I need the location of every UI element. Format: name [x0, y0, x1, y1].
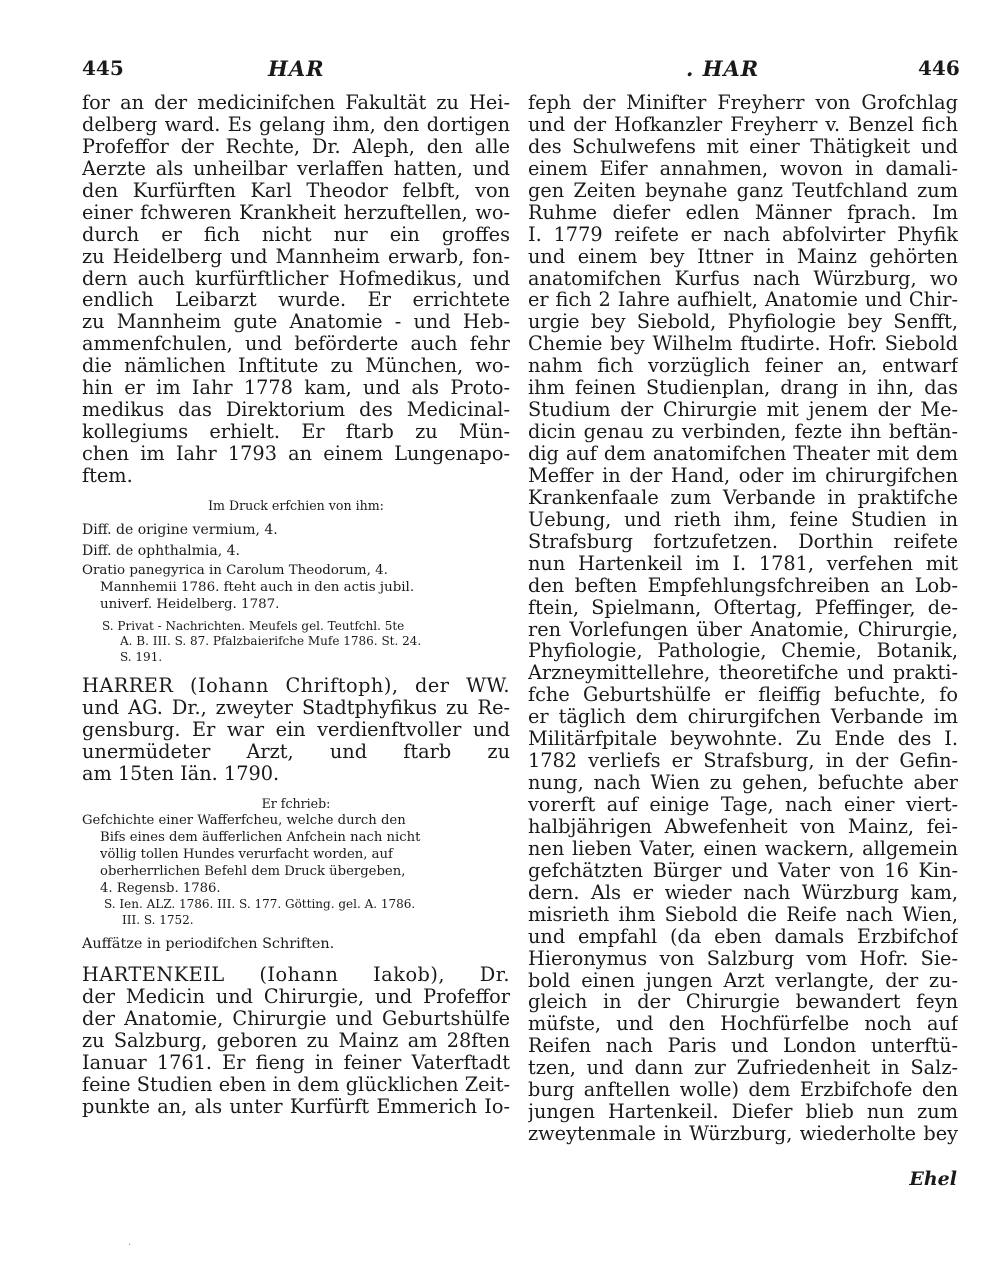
text-line: den Kurfürften Karl Theodor felbft, von — [82, 179, 510, 202]
text-line: durch er fich nicht nur ein groffes — [82, 223, 510, 246]
text-line: der Anatomie, Chirurgie und Geburtshülfe — [82, 1007, 510, 1030]
text-line: Arzneymittellehre, theoretifche und prakti- — [528, 662, 958, 685]
works-list — [82, 520, 510, 562]
catchword: Ehel — [909, 1168, 957, 1190]
text-line: des Schulwefens mit einer Thätigkeit und — [528, 135, 958, 158]
text-line: nung, nach Wien zu gehen, befuchte aber — [528, 772, 958, 794]
text-line: die nämlichen Inftitute zu München, wo- — [82, 355, 510, 378]
text-line: burg anftellen wolle) dem Erzbifchofe den — [528, 1079, 958, 1102]
text-line: er täglich dem chirurgifchen Verbande im — [528, 706, 958, 729]
work-line: Bifs eines dem äufferlichen Anfchein nach nicht — [100, 830, 421, 846]
entry-hartenkeil — [82, 964, 510, 1118]
text-line: zu Salzburg, geboren zu Mainz am 28ften — [82, 1029, 510, 1052]
left-page-number: 445 — [82, 56, 124, 80]
text-line: HARRER (Iohann Chriftoph), der WW. — [82, 675, 510, 698]
work-item: Auffätze in periodifchen Schriften. — [82, 936, 335, 953]
work-line: 4. Regensb. 1786. — [100, 881, 221, 897]
text-line: er fich 2 Iahre aufhielt, Anatomie und Chir- — [528, 289, 958, 312]
work-line: univerf. Heidelberg. 1787. — [100, 596, 280, 612]
heading-text: Im Druck erfchien von ihm: — [208, 497, 384, 513]
references-2 — [82, 897, 510, 928]
text-line: urgie bey Siebold, Phyfiologie bey Senfft, — [528, 311, 958, 334]
text-line: gensburg. Er war ein verdienftvoller und — [82, 719, 510, 742]
text-line: müfste, und den Hochfürfelbe noch auf — [528, 1013, 958, 1036]
text-line: zweytenmale in Würzburg, wiederholte bey — [528, 1123, 958, 1145]
text-line: kollegiums erhielt. Er ftarb zu Mün- — [82, 421, 510, 443]
text-line: Phyfiologie, Pathologie, Chemie, Botanik, — [528, 640, 958, 663]
text-line: zu Heidelberg und Mannheim erwarb, fon- — [82, 245, 510, 268]
text-line: gefchätzten Bürger und Vater von 16 Kin- — [528, 859, 958, 882]
left-running-head: HAR — [268, 56, 325, 81]
heading-text: Er fchrieb: — [261, 796, 331, 812]
text-line: am 15ten Iän. 1790. — [82, 763, 280, 786]
text-line: dig auf dem anatomifchen Theater mit dem — [528, 443, 958, 465]
text-line: Profeffor der Rechte, Dr. Aleph, den alle — [82, 135, 510, 158]
work-line: oberherrlichen Befehl dem Druck übergeben, — [100, 864, 406, 880]
text-line: Studium der Chirurgie mit jenem der Me- — [528, 399, 958, 422]
text-line: misrieth ihm Siebold die Reife nach Wien, — [528, 903, 958, 926]
text-line: Uebung, und rieth ihm, feine Studien in — [528, 508, 958, 531]
work-item: Diff. de ophthalmia, 4. — [82, 542, 240, 559]
reference-line: S. Privat - Nachrichten. Meufels gel. Teutfchl. 5te — [102, 618, 405, 633]
text-line: Ruhme diefer edlen Männer fprach. Im — [528, 201, 958, 224]
text-line: dern auch kurfürftlicher Hofmedikus, und — [82, 267, 510, 290]
wrote-heading — [82, 795, 510, 812]
printed-works-heading — [82, 497, 510, 514]
text-line: Militärfpitale beywohnte. Zu Ende des I. — [528, 728, 958, 751]
text-line: und der Hofkanzler Freyherr v. Benzel fich — [528, 113, 958, 136]
text-line: einer fchweren Krankheit herzuftellen, wo- — [82, 201, 510, 224]
references-1 — [82, 619, 510, 666]
text-line: nen lieben Vater, einen wackern, allgemein — [528, 837, 958, 860]
geschichte-entry — [82, 812, 510, 897]
work-line: Gefchichte einer Wafferfcheu, welche durch den — [82, 813, 406, 829]
text-line: fche Geburtshülfe er fleiffig befuchte, fo — [528, 684, 958, 707]
text-line: endlich Leibarzt wurde. Er errichtete — [82, 289, 510, 312]
text-line: for an der medicinifchen Fakultät zu Hei- — [82, 92, 510, 114]
reference-line: S. Ien. ALZ. 1786. III. S. 177. Götting. gel. A. 1786. — [104, 897, 416, 912]
text-line: jungen Hartenkeil. Diefer blieb nun zum — [528, 1101, 958, 1124]
right-page-number: 446 — [918, 56, 960, 80]
work-item: Diff. de origine vermium, 4. — [82, 521, 278, 538]
text-line: Hieronymus von Salzburg vom Hofr. Sie- — [528, 947, 958, 970]
text-line: Aerzte als unheilbar verlaffen hatten, und — [82, 157, 510, 180]
aufsaetze-line — [82, 934, 510, 954]
text-line: ihm feinen Studienplan, drang in ihn, das — [528, 377, 958, 400]
text-line: anatomifchen Kurfus nach Würzburg, wo — [528, 267, 958, 290]
text-line: 1782 verliefs er Strafsburg, in der Gefin- — [528, 750, 958, 773]
text-line: vorerft auf einige Tage, nach einer viert- — [528, 794, 958, 816]
text-line: tzen, und dann zur Zufriedenheit in Salz- — [528, 1057, 958, 1080]
right-column — [528, 92, 958, 1145]
text-line: gleich in der Chirurgie bewandert feyn — [528, 991, 958, 1014]
text-line: einem Eifer annahmen, wovon in damali- — [528, 157, 958, 180]
text-line: bold einen jungen Arzt verlangte, der zu- — [528, 969, 958, 992]
text-line: unermüdeter Arzt, und ftarb zu — [82, 741, 510, 764]
work-line: völlig tollen Hundes verurfacht worden, auf — [100, 847, 393, 863]
left-column — [82, 92, 510, 1118]
text-line: I. 1779 reifete er nach abfolvirter Phyfik — [528, 223, 958, 246]
text-line: delberg ward. Es gelang ihm, den dortigen — [82, 113, 510, 136]
text-line: ren Vorlefungen über Anatomie, Chirurgie, — [528, 618, 958, 641]
text-line: ftem. — [82, 464, 133, 487]
work-line: Oratio panegyrica in Carolum Theodorum, 4. — [82, 562, 388, 578]
text-line: gen Zeiten beynahe ganz Teutfchland zum — [528, 179, 958, 202]
text-line: Strafsburg fortzufetzen. Dorthin reifete — [528, 530, 958, 553]
text-line: Chemie bey Wilhelm ftudirte. Hofr. Siebold — [528, 333, 958, 356]
text-line: den beften Empfehlungsfchreiben an Lob- — [528, 574, 958, 597]
text-line: medikus das Direktorium des Medicinal- — [82, 399, 510, 422]
text-line: dern. Als er wieder nach Würzburg kam, — [528, 881, 958, 904]
right-running-head: . HAR — [686, 56, 760, 81]
text-line: feph der Minifter Freyherr von Grofchlag — [528, 92, 958, 114]
page-speck: · — [128, 1240, 132, 1251]
text-line: ammenfchulen, und beförderte auch fehr — [82, 333, 510, 356]
text-line: und einem bey Ittner in Mainz gehörten — [528, 245, 958, 268]
text-line: feine Studien eben in dem glücklichen Zeit- — [82, 1073, 510, 1096]
text-line: Reifen nach Paris und London unterftü- — [528, 1035, 958, 1058]
text-line: chen im Iahr 1793 an einem Lungenapo- — [82, 443, 510, 465]
text-line: nun Hartenkeil im I. 1781, verfehen mit — [528, 552, 958, 575]
reference-line: S. 191. — [120, 649, 163, 664]
entry-harrer — [82, 675, 510, 785]
text-line: nahm fich vorzüglich feiner an, entwarf — [528, 355, 958, 378]
text-line: punkte an, als unter Kurfürft Emmerich Io- — [82, 1095, 510, 1118]
text-line: zu Mannheim gute Anatomie - und Heb- — [82, 311, 510, 334]
text-line: Krankenfaale zum Verbande in praktifche — [528, 486, 958, 509]
text-line: hin er im Iahr 1778 kam, und als Proto- — [82, 377, 510, 400]
text-line: ftein, Spielmann, Oftertag, Pfeffinger, de- — [528, 596, 958, 619]
text-line: HARTENKEIL (Iohann Iakob), Dr. — [82, 964, 510, 986]
text-line: halbjährigen Abwefenheit von Mainz, fei- — [528, 815, 958, 838]
entry-continuation — [82, 92, 510, 487]
work-line: Mannhemii 1786. fteht auch in den actis jubil. — [100, 579, 415, 595]
text-line: Ianuar 1761. Er fieng in feiner Vaterftadt — [82, 1051, 510, 1074]
text-line: Meffer in der Hand, oder im chirurgifchen — [528, 464, 958, 487]
reference-line: III. S. 1752. — [122, 912, 194, 927]
text-line: dicin genau zu verbinden, fezte ihn beftän- — [528, 421, 958, 443]
text-line: und AG. Dr., zweyter Stadtphyfikus zu Re- — [82, 697, 510, 720]
text-line: der Medicin und Chirurgie, und Profeffor — [82, 986, 510, 1008]
reference-line: A. B. III. S. 87. Pfalzbaierifche Mufe 1786. St. 24. — [120, 634, 422, 649]
oratio-entry — [82, 562, 510, 613]
text-line: und empfahl (da eben damals Erzbifchof — [528, 925, 958, 948]
